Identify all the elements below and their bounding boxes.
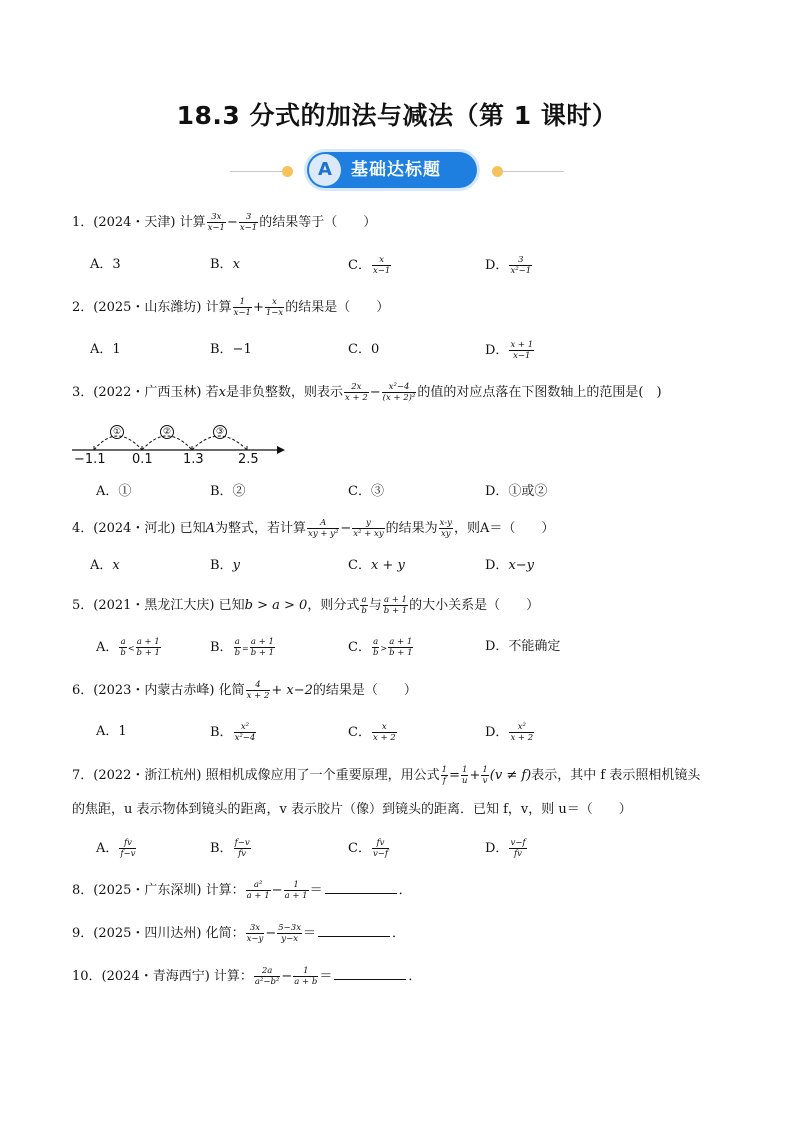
section-banner	[230, 152, 564, 190]
q2-fraction-2: $\frac{x}{1-x}$	[265, 297, 284, 318]
q7-option-c: C． $\frac{fv}{v-f}$	[348, 838, 389, 859]
q3-fraction-2: $\frac{\text{x²−4}}{\text{(x + 2)²}}$	[382, 382, 416, 403]
q6-option-d: D． $\frac{\text{x²}}{x + 2}$	[485, 722, 534, 743]
q5-option-a: A． $\frac{a}{b}$ < $\frac{a + 1}{b + 1}$	[96, 637, 160, 658]
q2-option-a: A．1	[90, 342, 121, 357]
tick-label-3: 1.3	[183, 452, 204, 467]
q5-fraction-2: $\frac{a + 1}{b + 1}$	[383, 595, 408, 616]
q2-option-c: C．0	[348, 342, 380, 357]
question-2: 2．(2025・山东潍坊) 计算 $\frac{1}{x-1}$ + $\frac{x}{1-x}$ 的结果是（ ）	[72, 297, 390, 318]
tick-label-1: −1.1	[74, 452, 106, 467]
tick-label-4: 2.5	[238, 452, 259, 467]
q8-answer-blank[interactable]	[325, 881, 397, 894]
q1-prefix: 1．(2024・天津) 计算	[72, 215, 206, 230]
region-label-3: ③	[213, 425, 227, 439]
q4-fraction-2: $\frac{y}{\text{x² + xy}}$	[353, 518, 384, 539]
q6-fraction-1: $\frac{4}{x + 2}$	[246, 680, 270, 701]
banner-left-dot	[282, 166, 293, 177]
q2-fraction-1: $\frac{1}{x-1}$	[233, 297, 251, 318]
q1-fraction-1: $\frac{3x}{x-1}$	[207, 212, 225, 233]
banner-left-line	[230, 171, 286, 172]
question-9: 9．(2025・四川达州) 化简： $\frac{3x}{x-y}$ − $\frac{5-3x}{y-x}$ ＝ ．	[72, 923, 406, 944]
question-3: 3．(2022・广西玉林) 若x是非负整数，则表示 $\frac{2x}{x + 2}$ − $\frac{\text{x²−4}}{\text{(x + 2)²}}$ 的值的对应点落在下图数轴上的范围是( )	[72, 382, 662, 403]
q1-option-d: D． $\frac{3}{\text{x²−1}}$	[485, 255, 532, 276]
question-6: 6．(2023・内蒙古赤峰) 化简 $\frac{4}{x + 2}$ + x−2的结果是（ ）	[72, 680, 417, 701]
q2-option-d: D． $\frac{x + 1}{x-1}$	[485, 340, 534, 361]
question-8: 8．(2025・广东深圳) 计算： $\frac{\text{a²}}{a + 1}$ − $\frac{1}{a + 1}$ ＝ ．	[72, 880, 412, 901]
q4-fraction-1: $\frac{A}{\text{xy + y²}}$	[308, 518, 339, 539]
banner-letter: A	[309, 154, 341, 186]
question-10: 10．(2024・青海西宁) 计算： $\frac{2a}{\text{a²−b²}}$ − $\frac{1}{a + b}$ ＝ ．	[72, 966, 422, 987]
question-4: 4．(2024・河北) 已知A为整式，若计算 $\frac{A}{\text{xy + y²}}$ − $\frac{y}{\text{x² + xy}}$ 的结果为 $\frac{x-y}{xy}$ ，则A＝（ ）	[72, 518, 555, 539]
q3-option-a: A．①	[96, 484, 132, 499]
q1-fraction-2: $\frac{3}{x-1}$	[239, 212, 258, 233]
q2-option-b: B．−1	[210, 342, 252, 357]
banner-right-line	[500, 171, 564, 172]
q5-option-b: B． $\frac{a}{b}$ = $\frac{a + 1}{b + 1}$	[210, 637, 275, 658]
number-line-axis	[72, 420, 302, 454]
q7-option-a: A． $\frac{fv}{f-v}$	[96, 838, 136, 859]
q5-fraction-1: $\frac{a}{b}$	[361, 595, 367, 616]
region-label-2: ②	[160, 425, 174, 439]
tick-label-2: 0.1	[132, 452, 153, 467]
question-1: 1．(2024・天津) 计算 $\frac{3x}{x-1}$ − $\frac{3}{x-1}$ 的结果等于（ ）	[72, 212, 377, 233]
q4-option-d: D．x−y	[485, 558, 535, 573]
q6-option-c: C． $\frac{x}{x + 2}$	[348, 722, 396, 743]
question-5: 5．(2021・黑龙江大庆) 已知b > a > 0，则分式 $\frac{a}{b}$ 与 $\frac{a + 1}{b + 1}$ 的大小关系是（ ）	[72, 595, 540, 616]
page-title: 18.3 分式的加法与减法（第 1 课时）	[176, 101, 618, 130]
q5-option-c: C． $\frac{a}{b}$ > $\frac{a + 1}{b + 1}$	[348, 637, 413, 658]
q1-option-a: A．3	[90, 257, 121, 272]
q1-option-c: C． $\frac{x}{x-1}$	[348, 255, 391, 276]
q6-option-b: B． $\frac{\text{x²}}{\text{x²−4}}$	[210, 722, 256, 743]
q6-option-a: A．1	[96, 724, 127, 739]
q4-option-a: A．x	[90, 558, 120, 573]
q3-fraction-1: $\frac{2x}{x + 2}$	[345, 382, 368, 403]
q3-option-d: D．①或②	[485, 484, 548, 499]
q4-fraction-3: $\frac{x-y}{xy}$	[439, 518, 452, 539]
q1-option-b: B．x	[210, 257, 240, 272]
q9-answer-blank[interactable]	[318, 924, 390, 937]
q3-option-c: C．③	[348, 484, 384, 499]
q4-option-b: B．y	[210, 558, 240, 573]
region-label-1: ①	[110, 425, 124, 439]
q4-option-c: C．x + y	[348, 558, 405, 573]
q7-option-b: B． $\frac{f-v}{fv}$	[210, 838, 250, 859]
banner-label: 基础达标题	[351, 160, 441, 180]
number-line	[72, 420, 302, 470]
q3-option-b: B．②	[210, 484, 246, 499]
q5-option-d: D．不能确定	[485, 639, 561, 654]
question-7-line-1: 7．(2022・浙江杭州) 照相机成像应用了一个重要原理，用公式 $\frac{1}{f}$ = $\frac{1}{u}$ + $\frac{1}{v}$ (v ≠ f)表示，其中 f 表示照相机镜头	[72, 765, 701, 786]
q10-answer-blank[interactable]	[334, 967, 406, 980]
question-7-line-2: 的焦距，u 表示物体到镜头的距离，v 表示胶片（像）到镜头的距离．已知 f，v，则 u＝（ ）	[72, 802, 632, 817]
q7-option-d: D． $\frac{v-f}{fv}$	[485, 838, 526, 859]
